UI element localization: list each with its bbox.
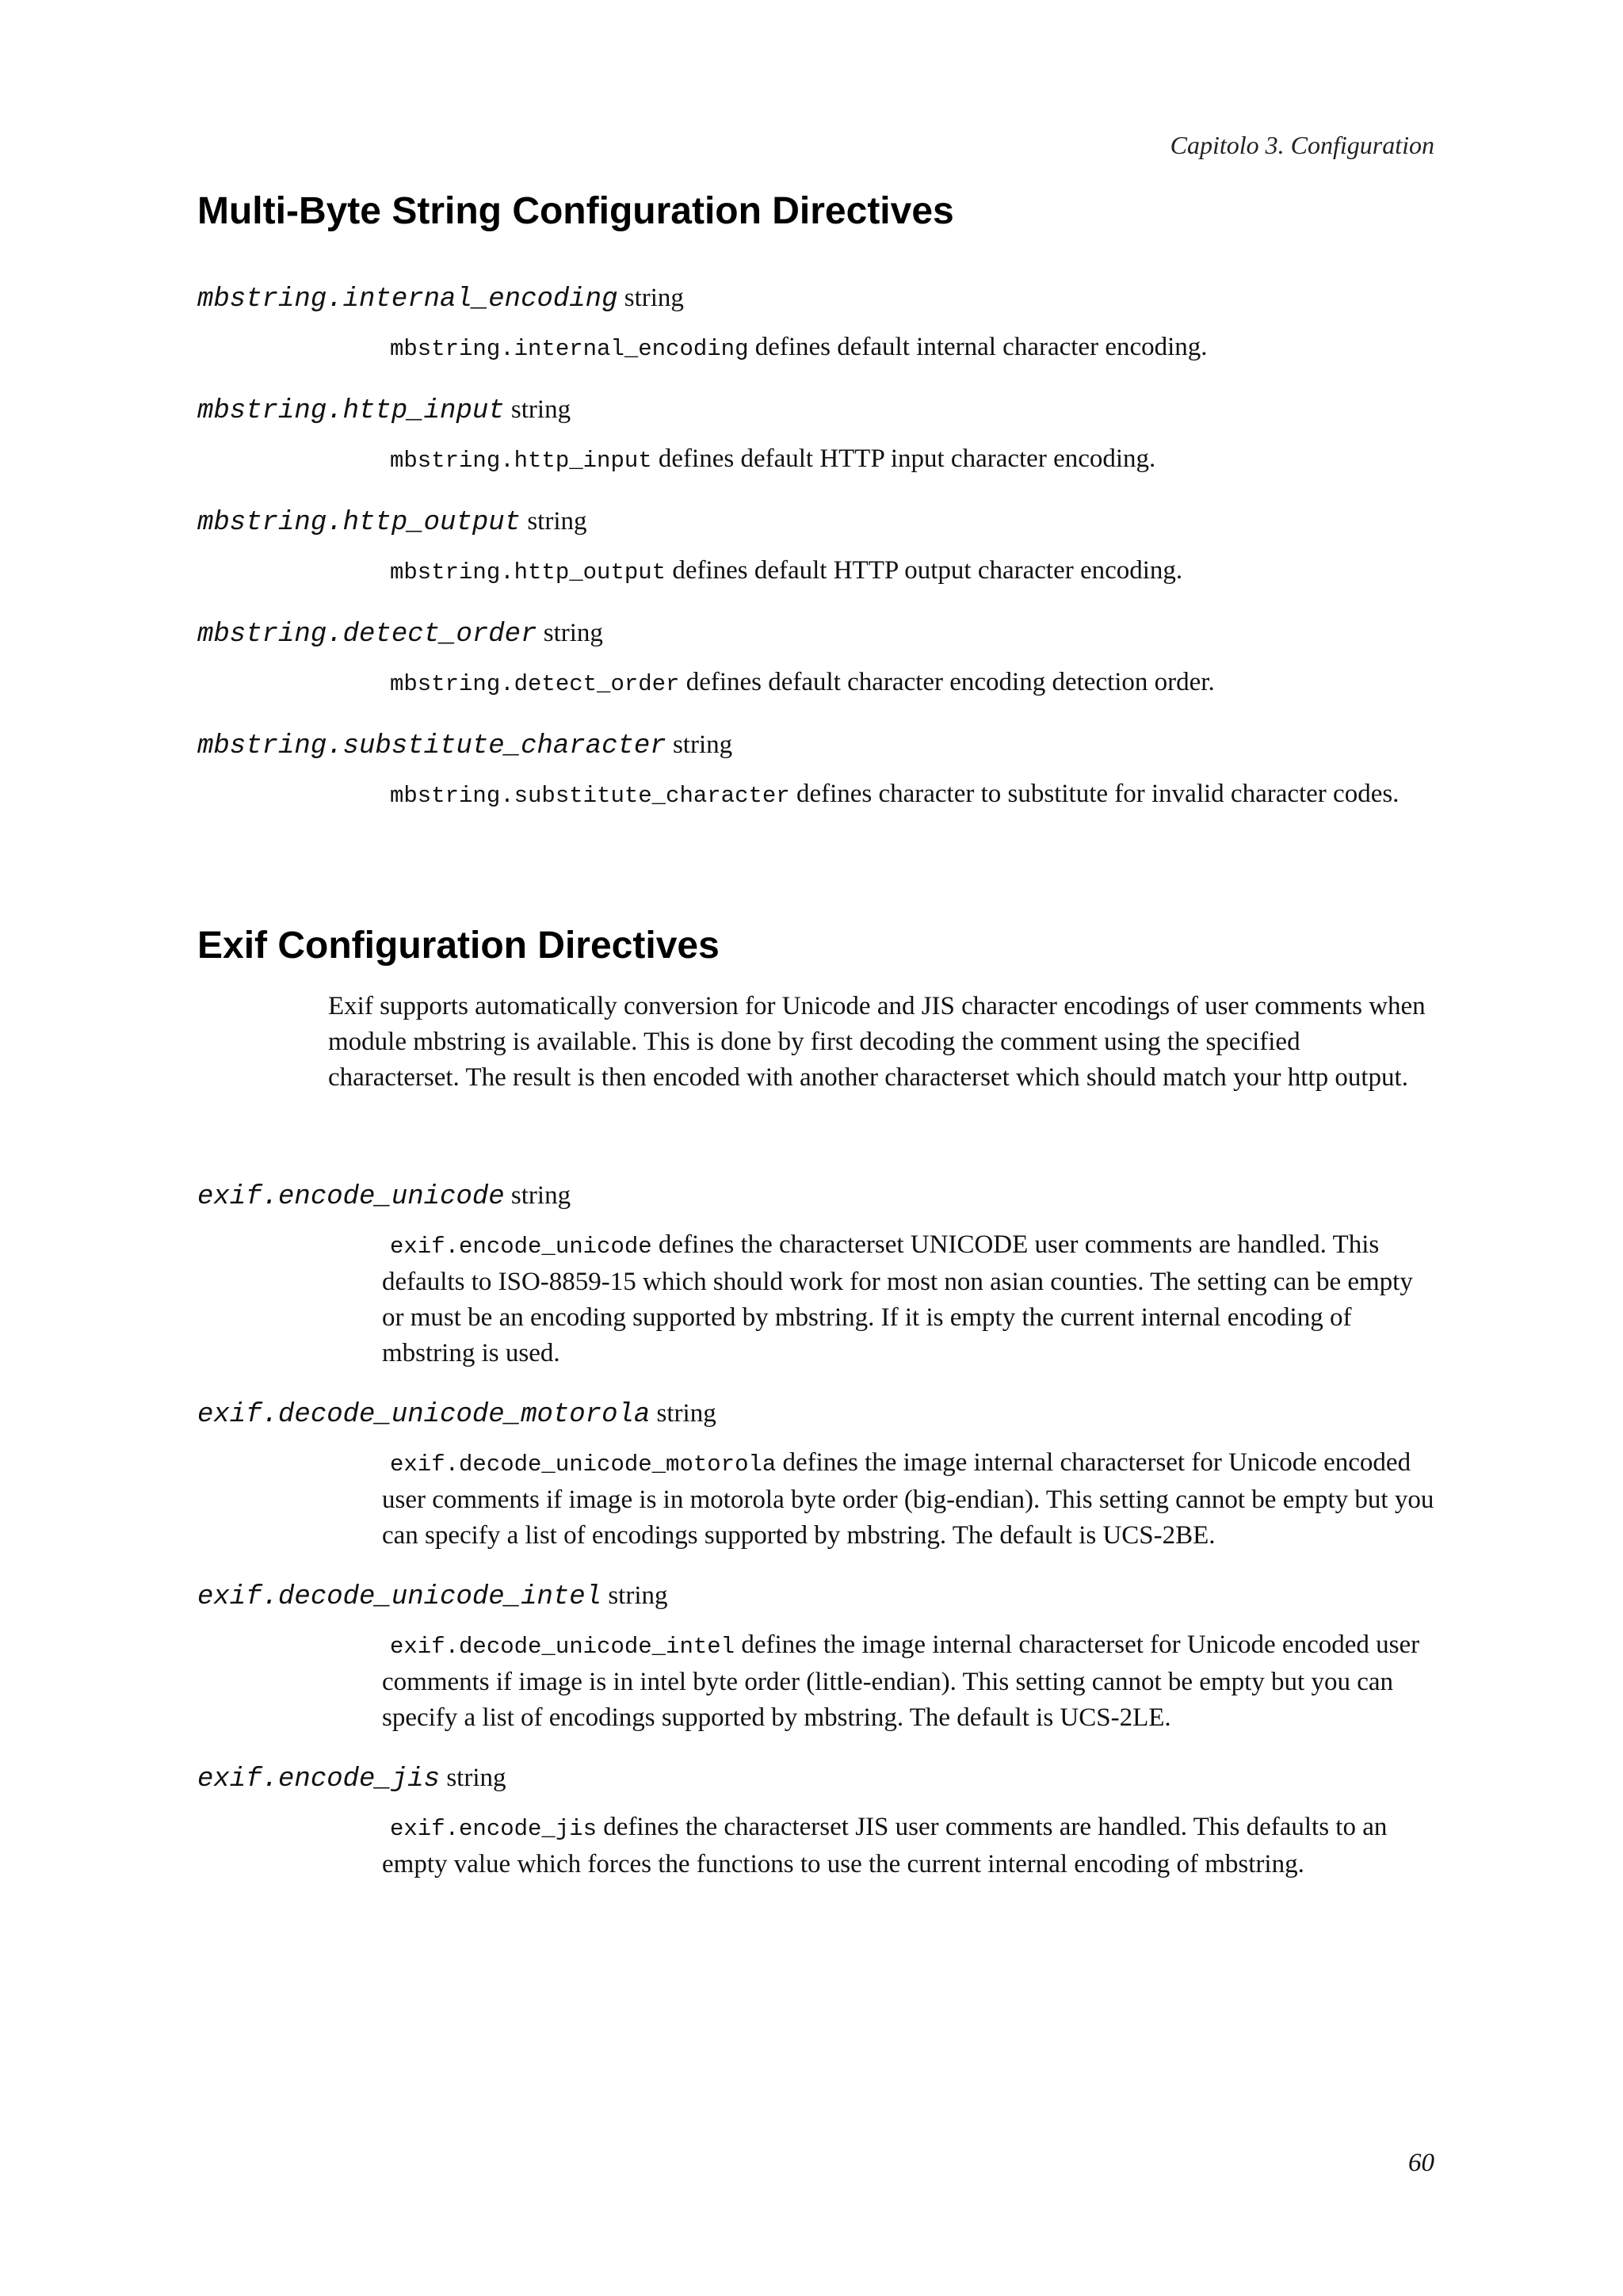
directive-definition xyxy=(382,441,1436,479)
directive-term xyxy=(197,1396,716,1432)
directive-description: defines default HTTP input character encoding. xyxy=(651,444,1156,473)
directive-description: defines default internal character encoding. xyxy=(748,333,1208,361)
directive-description: defines the image internal characterset for Unicode encoded user comments if image is in intel byte order (little-endian). This setting cannot be empty but you can specify a list of encodings supported by mbstring. The default is UCS-2LE. xyxy=(382,1630,1420,1732)
directive-description: defines the characterset UNICODE user comments are handled. This defaults to ISO-8859-15 which should work for most non asian counties. The setting can be empty or must be an encoding supported by mbstring. If it is empty the current internal encoding of mbstring is used. xyxy=(382,1230,1413,1367)
directive-code: mbstring.detect_order xyxy=(390,671,680,697)
directive-type: string xyxy=(672,730,733,759)
directive-code: exif.decode_unicode_motorola xyxy=(390,1451,777,1478)
section-title-mbstring: Multi-Byte String Configuration Directives xyxy=(197,190,954,232)
directive-description: defines default character encoding detection order. xyxy=(679,668,1215,696)
directive-description: defines the characterset JIS user comments are handled. This defaults to an empty value which forces the functions to use the current internal encoding of mbstring. xyxy=(382,1813,1388,1878)
directive-definition xyxy=(382,665,1436,702)
running-header: Capitolo 3. Configuration xyxy=(1170,131,1434,159)
directive-definition xyxy=(382,1445,1436,1554)
directive-term xyxy=(197,504,587,540)
directive-definition xyxy=(382,1227,1436,1371)
directive-code: mbstring.substitute_character xyxy=(390,783,790,809)
directive-name: exif.encode_jis xyxy=(197,1764,441,1794)
directive-term xyxy=(197,727,732,764)
directive-type: string xyxy=(656,1399,716,1428)
section-intro: Exif supports automatically conversion for Unicode and JIS character encodings of user comments when module mbstring is available. This is done by first decoding the comment using the specified characterset. The result is then encoded with another characterset which should match your http output. xyxy=(328,992,1426,1092)
directive-definition xyxy=(382,776,1436,814)
directive-definition xyxy=(382,1627,1436,1736)
directive-term xyxy=(197,1578,668,1615)
directive-name: mbstring.substitute_character xyxy=(197,731,666,761)
directive-term xyxy=(197,280,684,317)
directive-code: exif.encode_jis xyxy=(390,1816,598,1842)
directive-type: string xyxy=(608,1581,668,1610)
directive-code: mbstring.http_input xyxy=(390,448,652,474)
directive-term xyxy=(197,392,571,429)
directive-type: string xyxy=(510,1181,571,1210)
directive-code: exif.encode_unicode xyxy=(390,1234,652,1260)
directive-description: defines default HTTP output character encoding. xyxy=(666,556,1183,585)
directive-type: string xyxy=(527,507,587,536)
directive-name: exif.decode_unicode_intel xyxy=(197,1582,602,1612)
directive-name: mbstring.http_input xyxy=(197,396,505,426)
directive-name: mbstring.internal_encoding xyxy=(197,284,618,315)
directive-type: string xyxy=(543,619,603,647)
directive-definition xyxy=(382,1810,1436,1882)
section-title-exif: Exif Configuration Directives xyxy=(197,925,720,967)
directive-type: string xyxy=(510,395,571,424)
directive-code: mbstring.internal_encoding xyxy=(390,336,749,362)
directive-name: exif.encode_unicode xyxy=(197,1182,505,1212)
directive-type: string xyxy=(624,284,684,312)
directive-code: exif.decode_unicode_intel xyxy=(390,1634,735,1660)
directive-definition xyxy=(382,553,1436,590)
directive-term xyxy=(197,616,603,652)
directive-name: mbstring.http_output xyxy=(197,508,521,538)
directive-name: mbstring.detect_order xyxy=(197,620,537,650)
directive-name: exif.decode_unicode_motorola xyxy=(197,1400,651,1430)
directive-description: defines character to substitute for invalid character codes. xyxy=(789,780,1400,808)
directive-term xyxy=(197,1178,571,1215)
directive-term xyxy=(197,1760,506,1797)
directive-description: defines the image internal characterset for Unicode encoded user comments if image is in motorola byte order (big-endian). This setting cannot be empty but you can specify a list of encodings supported by mbstring. The default is UCS-2BE. xyxy=(382,1448,1434,1550)
directive-type: string xyxy=(446,1764,506,1792)
directive-definition xyxy=(382,330,1436,367)
page-number: 60 xyxy=(1408,2149,1434,2177)
directive-code: mbstring.http_output xyxy=(390,559,666,585)
